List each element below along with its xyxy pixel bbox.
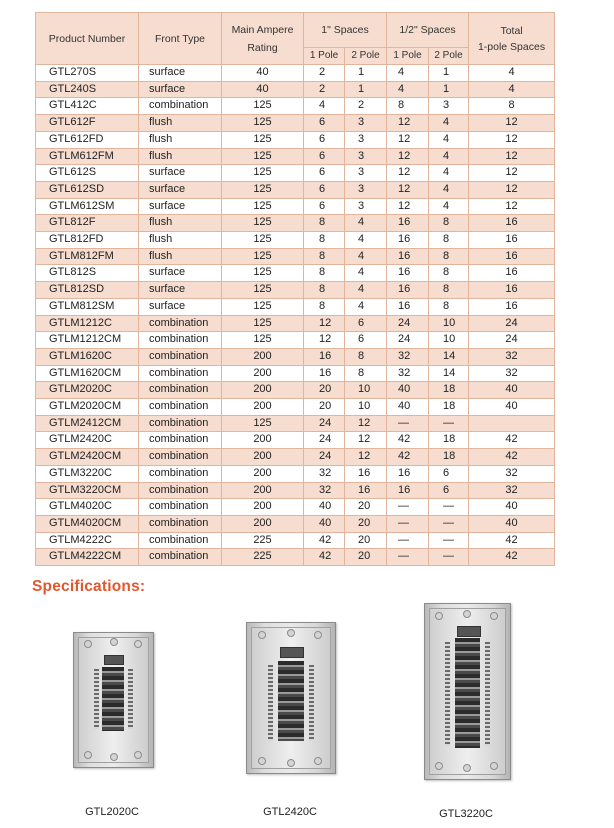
cell-1in-2pole: 20 (345, 515, 387, 532)
cell-half-2pole: 6 (429, 482, 469, 499)
cell-1in-2pole: 10 (345, 399, 387, 416)
cell-1in-1pole: 42 (304, 549, 345, 566)
panel-image-gtl2020c (73, 632, 154, 768)
cell-1in-2pole: 16 (345, 465, 387, 482)
cell-product-number: GTLM1620C (36, 348, 139, 365)
cell-front-type: surface (139, 198, 222, 215)
header-1in-2pole: 2 Pole (345, 48, 387, 65)
cell-main-ampere: 125 (222, 315, 304, 332)
cell-main-ampere: 125 (222, 215, 304, 232)
cell-total: 16 (469, 248, 555, 265)
cell-half-2pole: 6 (429, 465, 469, 482)
table-row (36, 348, 555, 365)
table-row (36, 499, 555, 516)
cell-main-ampere: 200 (222, 399, 304, 416)
header-half-2pole: 2 Pole (429, 48, 469, 65)
cell-front-type: combination (139, 549, 222, 566)
cell-half-1pole: 16 (387, 482, 429, 499)
cell-total (469, 415, 555, 432)
cell-front-type: flush (139, 115, 222, 132)
cell-main-ampere: 125 (222, 148, 304, 165)
cell-main-ampere: 200 (222, 365, 304, 382)
cell-product-number: GTLM2412CM (36, 415, 139, 432)
cell-half-1pole: 32 (387, 365, 429, 382)
cell-half-1pole: 42 (387, 432, 429, 449)
cell-1in-1pole: 32 (304, 482, 345, 499)
cell-product-number: GTLM2020CM (36, 399, 139, 416)
cell-1in-2pole: 6 (345, 332, 387, 349)
table-row (36, 332, 555, 349)
cell-half-1pole: 16 (387, 465, 429, 482)
cell-product-number: GTLM1620CM (36, 365, 139, 382)
header-main-ampere-line2: Rating (247, 41, 278, 54)
cell-total: 16 (469, 298, 555, 315)
cell-1in-2pole: 4 (345, 265, 387, 282)
cell-main-ampere: 125 (222, 115, 304, 132)
cell-1in-1pole: 6 (304, 165, 345, 182)
cell-1in-2pole: 12 (345, 449, 387, 466)
cell-product-number: GTL270S (36, 65, 139, 82)
cell-1in-2pole: 8 (345, 365, 387, 382)
cell-1in-2pole: 8 (345, 348, 387, 365)
cell-half-1pole: 16 (387, 265, 429, 282)
cell-main-ampere: 200 (222, 465, 304, 482)
cell-total: 40 (469, 515, 555, 532)
header-half-inch-spaces: 1/2" Spaces (387, 13, 469, 48)
cell-total: 12 (469, 148, 555, 165)
cell-product-number: GTL812SD (36, 282, 139, 299)
cell-half-1pole: 42 (387, 449, 429, 466)
cell-front-type: combination (139, 449, 222, 466)
cell-1in-1pole: 20 (304, 382, 345, 399)
cell-1in-2pole: 3 (345, 115, 387, 132)
cell-half-2pole: 3 (429, 98, 469, 115)
cell-front-type: flush (139, 131, 222, 148)
cell-1in-1pole: 8 (304, 215, 345, 232)
cell-product-number: GTL812F (36, 215, 139, 232)
cell-product-number: GTLM2420CM (36, 449, 139, 466)
cell-half-1pole: — (387, 499, 429, 516)
cell-total: 8 (469, 98, 555, 115)
cell-1in-2pole: 2 (345, 98, 387, 115)
header-half-1pole: 1 Pole (387, 48, 429, 65)
cell-1in-1pole: 8 (304, 248, 345, 265)
cell-half-2pole: 4 (429, 198, 469, 215)
cell-1in-2pole: 3 (345, 148, 387, 165)
cell-1in-2pole: 1 (345, 65, 387, 82)
cell-1in-1pole: 8 (304, 265, 345, 282)
cell-half-1pole: 16 (387, 282, 429, 299)
cell-main-ampere: 200 (222, 449, 304, 466)
cell-1in-2pole: 20 (345, 499, 387, 516)
table-row (36, 148, 555, 165)
cell-1in-1pole: 6 (304, 148, 345, 165)
cell-half-1pole: 12 (387, 165, 429, 182)
cell-1in-1pole: 8 (304, 282, 345, 299)
cell-main-ampere: 125 (222, 298, 304, 315)
header-total-line2: 1-pole Spaces (477, 40, 546, 53)
cell-product-number: GTLM2020C (36, 382, 139, 399)
cell-total: 40 (469, 399, 555, 416)
cell-1in-2pole: 1 (345, 81, 387, 98)
cell-main-ampere: 200 (222, 432, 304, 449)
spec-table (35, 12, 555, 566)
cell-front-type: combination (139, 499, 222, 516)
cell-front-type: combination (139, 432, 222, 449)
cell-1in-1pole: 4 (304, 98, 345, 115)
cell-half-1pole: — (387, 515, 429, 532)
cell-half-2pole: — (429, 532, 469, 549)
cell-half-1pole: 16 (387, 215, 429, 232)
cell-half-2pole: — (429, 499, 469, 516)
table-row (36, 248, 555, 265)
cell-1in-1pole: 2 (304, 81, 345, 98)
cell-main-ampere: 200 (222, 482, 304, 499)
cell-half-1pole: 24 (387, 332, 429, 349)
cell-1in-2pole: 4 (345, 248, 387, 265)
cell-front-type: surface (139, 65, 222, 82)
cell-1in-1pole: 12 (304, 315, 345, 332)
cell-total: 12 (469, 198, 555, 215)
cell-1in-2pole: 4 (345, 232, 387, 249)
cell-1in-1pole: 6 (304, 181, 345, 198)
cell-1in-1pole: 2 (304, 65, 345, 82)
cell-total: 4 (469, 65, 555, 82)
header-main-ampere (222, 13, 304, 65)
cell-total: 42 (469, 432, 555, 449)
table-row (36, 415, 555, 432)
cell-front-type: combination (139, 365, 222, 382)
caption-gtl2020c: GTL2020C (85, 806, 139, 818)
cell-total: 32 (469, 465, 555, 482)
cell-product-number: GTL412C (36, 98, 139, 115)
cell-front-type: combination (139, 382, 222, 399)
cell-product-number: GTLM4020C (36, 499, 139, 516)
cell-main-ampere: 125 (222, 232, 304, 249)
cell-product-number: GTLM2420C (36, 432, 139, 449)
table-row (36, 165, 555, 182)
cell-front-type: surface (139, 282, 222, 299)
cell-product-number: GTLM4020CM (36, 515, 139, 532)
cell-product-number: GTLM812SM (36, 298, 139, 315)
cell-half-2pole: — (429, 515, 469, 532)
cell-product-number: GTLM612SM (36, 198, 139, 215)
cell-half-1pole: 12 (387, 181, 429, 198)
cell-half-1pole: 40 (387, 382, 429, 399)
cell-1in-1pole: 24 (304, 432, 345, 449)
table-row (36, 365, 555, 382)
cell-main-ampere: 125 (222, 282, 304, 299)
cell-total: 42 (469, 532, 555, 549)
table-row (36, 265, 555, 282)
cell-half-2pole: 8 (429, 232, 469, 249)
cell-half-1pole: — (387, 549, 429, 566)
cell-half-1pole: 24 (387, 315, 429, 332)
cell-half-2pole: 8 (429, 248, 469, 265)
cell-total: 40 (469, 499, 555, 516)
cell-main-ampere: 225 (222, 549, 304, 566)
cell-main-ampere: 125 (222, 332, 304, 349)
cell-front-type: combination (139, 415, 222, 432)
cell-front-type: flush (139, 248, 222, 265)
cell-front-type: combination (139, 465, 222, 482)
cell-main-ampere: 40 (222, 81, 304, 98)
cell-half-1pole: 12 (387, 148, 429, 165)
cell-1in-1pole: 6 (304, 198, 345, 215)
cell-1in-1pole: 8 (304, 232, 345, 249)
cell-front-type: combination (139, 515, 222, 532)
cell-front-type: surface (139, 181, 222, 198)
cell-half-2pole: 18 (429, 382, 469, 399)
cell-half-1pole: 32 (387, 348, 429, 365)
header-product-number: Product Number (36, 13, 139, 65)
cell-1in-1pole: 24 (304, 415, 345, 432)
cell-main-ampere: 125 (222, 198, 304, 215)
cell-1in-1pole: 6 (304, 131, 345, 148)
cell-1in-2pole: 4 (345, 215, 387, 232)
cell-half-1pole: 8 (387, 98, 429, 115)
cell-product-number: GTL612FD (36, 131, 139, 148)
cell-total: 40 (469, 382, 555, 399)
cell-front-type: combination (139, 348, 222, 365)
cell-front-type: flush (139, 215, 222, 232)
cell-total: 32 (469, 365, 555, 382)
table-row (36, 81, 555, 98)
cell-product-number: GTL612F (36, 115, 139, 132)
cell-total: 24 (469, 332, 555, 349)
cell-main-ampere: 125 (222, 98, 304, 115)
table-row (36, 232, 555, 249)
cell-half-2pole: 18 (429, 449, 469, 466)
table-row (36, 115, 555, 132)
cell-product-number: GTL612SD (36, 181, 139, 198)
cell-1in-1pole: 40 (304, 499, 345, 516)
cell-product-number: GTL812S (36, 265, 139, 282)
cell-product-number: GTL240S (36, 81, 139, 98)
table-row (36, 465, 555, 482)
cell-total: 16 (469, 265, 555, 282)
cell-half-2pole: 8 (429, 215, 469, 232)
cell-total: 32 (469, 348, 555, 365)
cell-product-number: GTL812FD (36, 232, 139, 249)
table-row (36, 482, 555, 499)
table-row (36, 98, 555, 115)
cell-half-2pole: 1 (429, 81, 469, 98)
cell-front-type: flush (139, 232, 222, 249)
table-row (36, 131, 555, 148)
cell-product-number: GTLM812FM (36, 248, 139, 265)
table-row (36, 449, 555, 466)
cell-1in-1pole: 16 (304, 348, 345, 365)
cell-main-ampere: 125 (222, 165, 304, 182)
cell-main-ampere: 125 (222, 265, 304, 282)
table-row (36, 215, 555, 232)
cell-total: 16 (469, 232, 555, 249)
cell-total: 16 (469, 282, 555, 299)
header-main-ampere-line1: Main Ampere (231, 23, 294, 36)
cell-1in-2pole: 4 (345, 298, 387, 315)
header-total (469, 13, 555, 65)
cell-total: 4 (469, 81, 555, 98)
cell-main-ampere: 125 (222, 415, 304, 432)
cell-main-ampere: 200 (222, 382, 304, 399)
cell-front-type: surface (139, 298, 222, 315)
cell-1in-2pole: 12 (345, 432, 387, 449)
cell-front-type: combination (139, 98, 222, 115)
cell-main-ampere: 40 (222, 65, 304, 82)
cell-half-1pole: 12 (387, 131, 429, 148)
cell-half-1pole: 12 (387, 198, 429, 215)
cell-half-1pole: 4 (387, 65, 429, 82)
cell-1in-1pole: 40 (304, 515, 345, 532)
cell-half-2pole: 4 (429, 165, 469, 182)
table-row (36, 549, 555, 566)
cell-half-2pole: 10 (429, 332, 469, 349)
cell-product-number: GTLM4222C (36, 532, 139, 549)
cell-product-number: GTLM1212C (36, 315, 139, 332)
cell-front-type: surface (139, 265, 222, 282)
table-row (36, 282, 555, 299)
cell-half-2pole: 10 (429, 315, 469, 332)
cell-main-ampere: 225 (222, 532, 304, 549)
cell-product-number: GTL612S (36, 165, 139, 182)
cell-1in-2pole: 3 (345, 165, 387, 182)
cell-1in-1pole: 12 (304, 332, 345, 349)
cell-main-ampere: 200 (222, 515, 304, 532)
cell-1in-1pole: 6 (304, 115, 345, 132)
cell-product-number: GTLM3220C (36, 465, 139, 482)
cell-half-2pole: 14 (429, 365, 469, 382)
cell-total: 42 (469, 549, 555, 566)
cell-front-type: surface (139, 81, 222, 98)
cell-half-1pole: — (387, 415, 429, 432)
cell-half-2pole: 4 (429, 148, 469, 165)
table-row (36, 432, 555, 449)
header-1in-1pole: 1 Pole (304, 48, 345, 65)
cell-product-number: GTLM612FM (36, 148, 139, 165)
cell-1in-2pole: 20 (345, 549, 387, 566)
cell-front-type: combination (139, 482, 222, 499)
cell-product-number: GTLM1212CM (36, 332, 139, 349)
cell-half-2pole: 8 (429, 298, 469, 315)
cell-front-type: combination (139, 399, 222, 416)
table-row (36, 181, 555, 198)
cell-main-ampere: 125 (222, 181, 304, 198)
cell-1in-2pole: 3 (345, 131, 387, 148)
cell-front-type: combination (139, 332, 222, 349)
cell-1in-2pole: 3 (345, 181, 387, 198)
cell-1in-1pole: 32 (304, 465, 345, 482)
cell-1in-2pole: 20 (345, 532, 387, 549)
cell-front-type: flush (139, 148, 222, 165)
cell-total: 16 (469, 215, 555, 232)
cell-1in-2pole: 4 (345, 282, 387, 299)
cell-half-1pole: 16 (387, 298, 429, 315)
cell-main-ampere: 125 (222, 248, 304, 265)
cell-half-1pole: 4 (387, 81, 429, 98)
cell-front-type: combination (139, 315, 222, 332)
cell-1in-1pole: 42 (304, 532, 345, 549)
cell-half-2pole: — (429, 549, 469, 566)
cell-1in-2pole: 12 (345, 415, 387, 432)
cell-half-2pole: 4 (429, 131, 469, 148)
cell-front-type: combination (139, 532, 222, 549)
cell-total: 42 (469, 449, 555, 466)
cell-main-ampere: 200 (222, 499, 304, 516)
caption-gtl3220c: GTL3220C (439, 808, 493, 820)
cell-half-2pole: 1 (429, 65, 469, 82)
cell-1in-2pole: 16 (345, 482, 387, 499)
cell-product-number: GTLM4222CM (36, 549, 139, 566)
cell-half-1pole: — (387, 532, 429, 549)
table-row (36, 298, 555, 315)
cell-half-2pole: 4 (429, 181, 469, 198)
header-total-line1: Total (500, 24, 523, 37)
table-row (36, 515, 555, 532)
cell-1in-2pole: 10 (345, 382, 387, 399)
header-one-inch-spaces: 1" Spaces (304, 13, 387, 48)
cell-total: 12 (469, 131, 555, 148)
cell-product-number: GTLM3220CM (36, 482, 139, 499)
cell-1in-1pole: 8 (304, 298, 345, 315)
cell-main-ampere: 125 (222, 131, 304, 148)
cell-total: 12 (469, 115, 555, 132)
header-front-type: Front Type (139, 13, 222, 65)
cell-1in-2pole: 6 (345, 315, 387, 332)
cell-1in-1pole: 20 (304, 399, 345, 416)
cell-half-2pole: 4 (429, 115, 469, 132)
cell-half-2pole: 18 (429, 399, 469, 416)
panel-image-gtl3220c (424, 603, 511, 780)
cell-1in-2pole: 3 (345, 198, 387, 215)
table-row (36, 532, 555, 549)
cell-half-1pole: 16 (387, 248, 429, 265)
cell-1in-1pole: 16 (304, 365, 345, 382)
cell-half-2pole: 14 (429, 348, 469, 365)
cell-main-ampere: 200 (222, 348, 304, 365)
cell-total: 12 (469, 181, 555, 198)
cell-half-2pole: 8 (429, 282, 469, 299)
specifications-heading: Specifications: (32, 578, 146, 595)
cell-total: 32 (469, 482, 555, 499)
table-row (36, 382, 555, 399)
cell-front-type: surface (139, 165, 222, 182)
table-row (36, 399, 555, 416)
caption-gtl2420c: GTL2420C (263, 806, 317, 818)
table-row (36, 65, 555, 82)
cell-half-1pole: 12 (387, 115, 429, 132)
cell-total: 12 (469, 165, 555, 182)
cell-total: 24 (469, 315, 555, 332)
cell-1in-1pole: 24 (304, 449, 345, 466)
cell-half-1pole: 40 (387, 399, 429, 416)
table-row (36, 315, 555, 332)
panel-image-gtl2420c (246, 622, 336, 774)
cell-half-1pole: 16 (387, 232, 429, 249)
cell-half-2pole: 8 (429, 265, 469, 282)
cell-half-2pole: 18 (429, 432, 469, 449)
cell-half-2pole: — (429, 415, 469, 432)
table-row (36, 198, 555, 215)
